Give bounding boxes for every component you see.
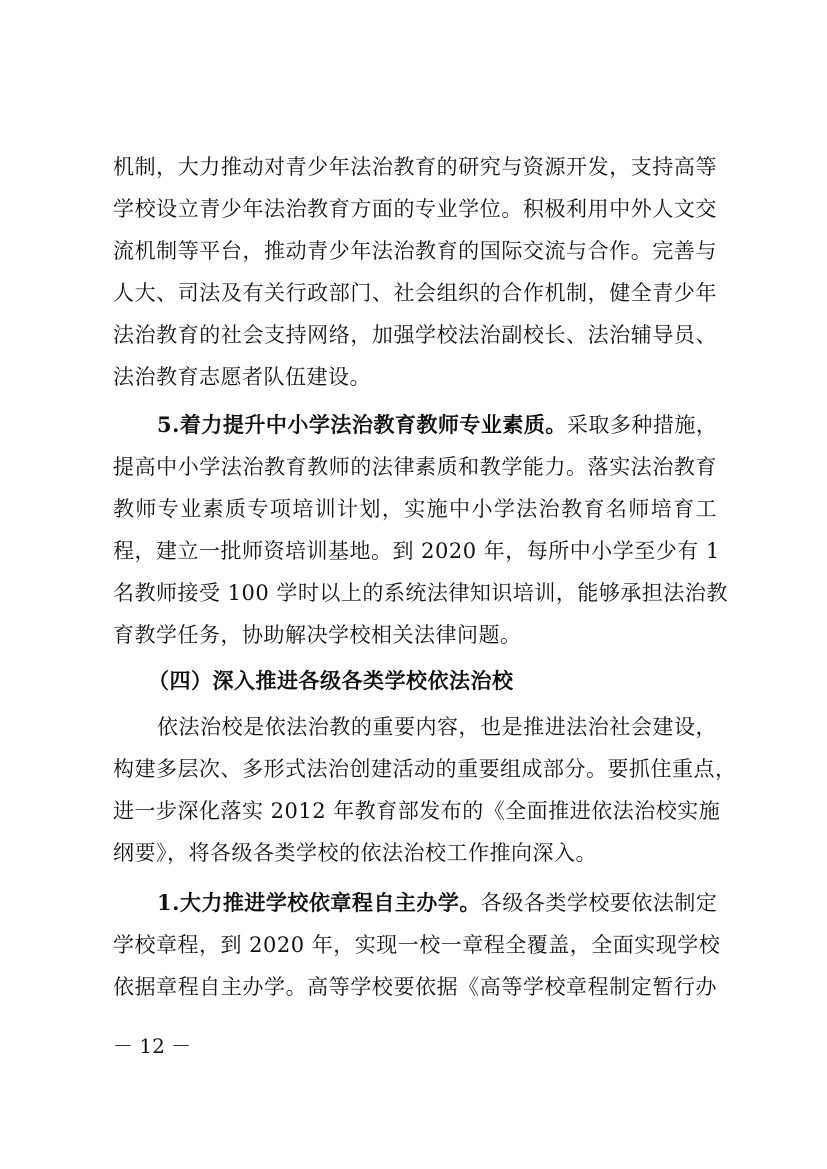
paragraph-2-line-2: 提高中小学法治教育教师的法律素质和教学能力。落实法治教育: [113, 455, 717, 479]
paragraph-1-line-2: 学校设立青少年法治教育方面的专业学位。积极利用中外人文交: [113, 197, 717, 221]
paragraph-3-line-4: 纲要》，将各级各类学校的依法治校工作推向深入。: [113, 841, 597, 865]
paragraph-1-line-6: 法治教育志愿者队伍建设。: [113, 365, 371, 389]
paragraph-2-bold-lead: 5.着力提升中小学法治教育教师专业素质。: [157, 412, 567, 437]
paragraph-3-line-2: 构建多层次、多形式法治创建活动的重要组成部分。要抓住重点，: [113, 757, 737, 781]
paragraph-4-line-2: 学校章程，到 2020 年，实现一校一章程全覆盖，全面实现学校: [113, 933, 721, 957]
paragraph-2-line-4: 程，建立一批师资培训基地。到 2020 年，每所中小学至少有 1: [113, 539, 720, 563]
paragraph-2-line-6: 育教学任务，协助解决学校相关法律问题。: [113, 623, 522, 647]
paragraph-2-line-1: [157, 410, 717, 440]
page-number: － 12 －: [113, 1034, 192, 1058]
paragraph-4-first-rest: 各级各类学校要依法制定: [480, 891, 718, 915]
paragraph-2-first-rest: 采取多种措施，: [566, 413, 718, 437]
paragraph-4-bold-lead: 1.大力推进学校依章程自主办学。: [157, 890, 481, 915]
paragraph-1-line-5: 法治教育的社会支持网络，加强学校法治副校长、法治辅导员、: [113, 323, 717, 347]
paragraph-4-line-1: [157, 888, 717, 918]
paragraph-1-line-3: 流机制等平台，推动青少年法治教育的国际交流与合作。完善与: [113, 239, 717, 263]
paragraph-1-line-4: 人大、司法及有关行政部门、社会组织的合作机制，健全青少年: [113, 281, 717, 305]
paragraph-3-line-1: 依法治校是依法治教的重要内容，也是推进法治社会建设，: [157, 715, 717, 739]
paragraph-3-line-3: 进一步深化落实 2012 年教育部发布的《全面推进依法治校实施: [113, 799, 721, 823]
paragraph-2-line-5: 名教师接受 100 学时以上的系统法律知识培训，能够承担法治教: [113, 581, 728, 605]
paragraph-1-line-1: 机制，大力推动对青少年法治教育的研究与资源开发，支持高等: [113, 155, 717, 179]
paragraph-2-line-3: 教师专业素质专项培训计划，实施中小学法治教育名师培育工: [113, 497, 717, 521]
paragraph-4-line-3: 依据章程自主办学。高等学校要依据《高等学校章程制定暂行办: [113, 975, 717, 999]
section-heading: （四）深入推进各级各类学校依法治校: [148, 669, 514, 693]
